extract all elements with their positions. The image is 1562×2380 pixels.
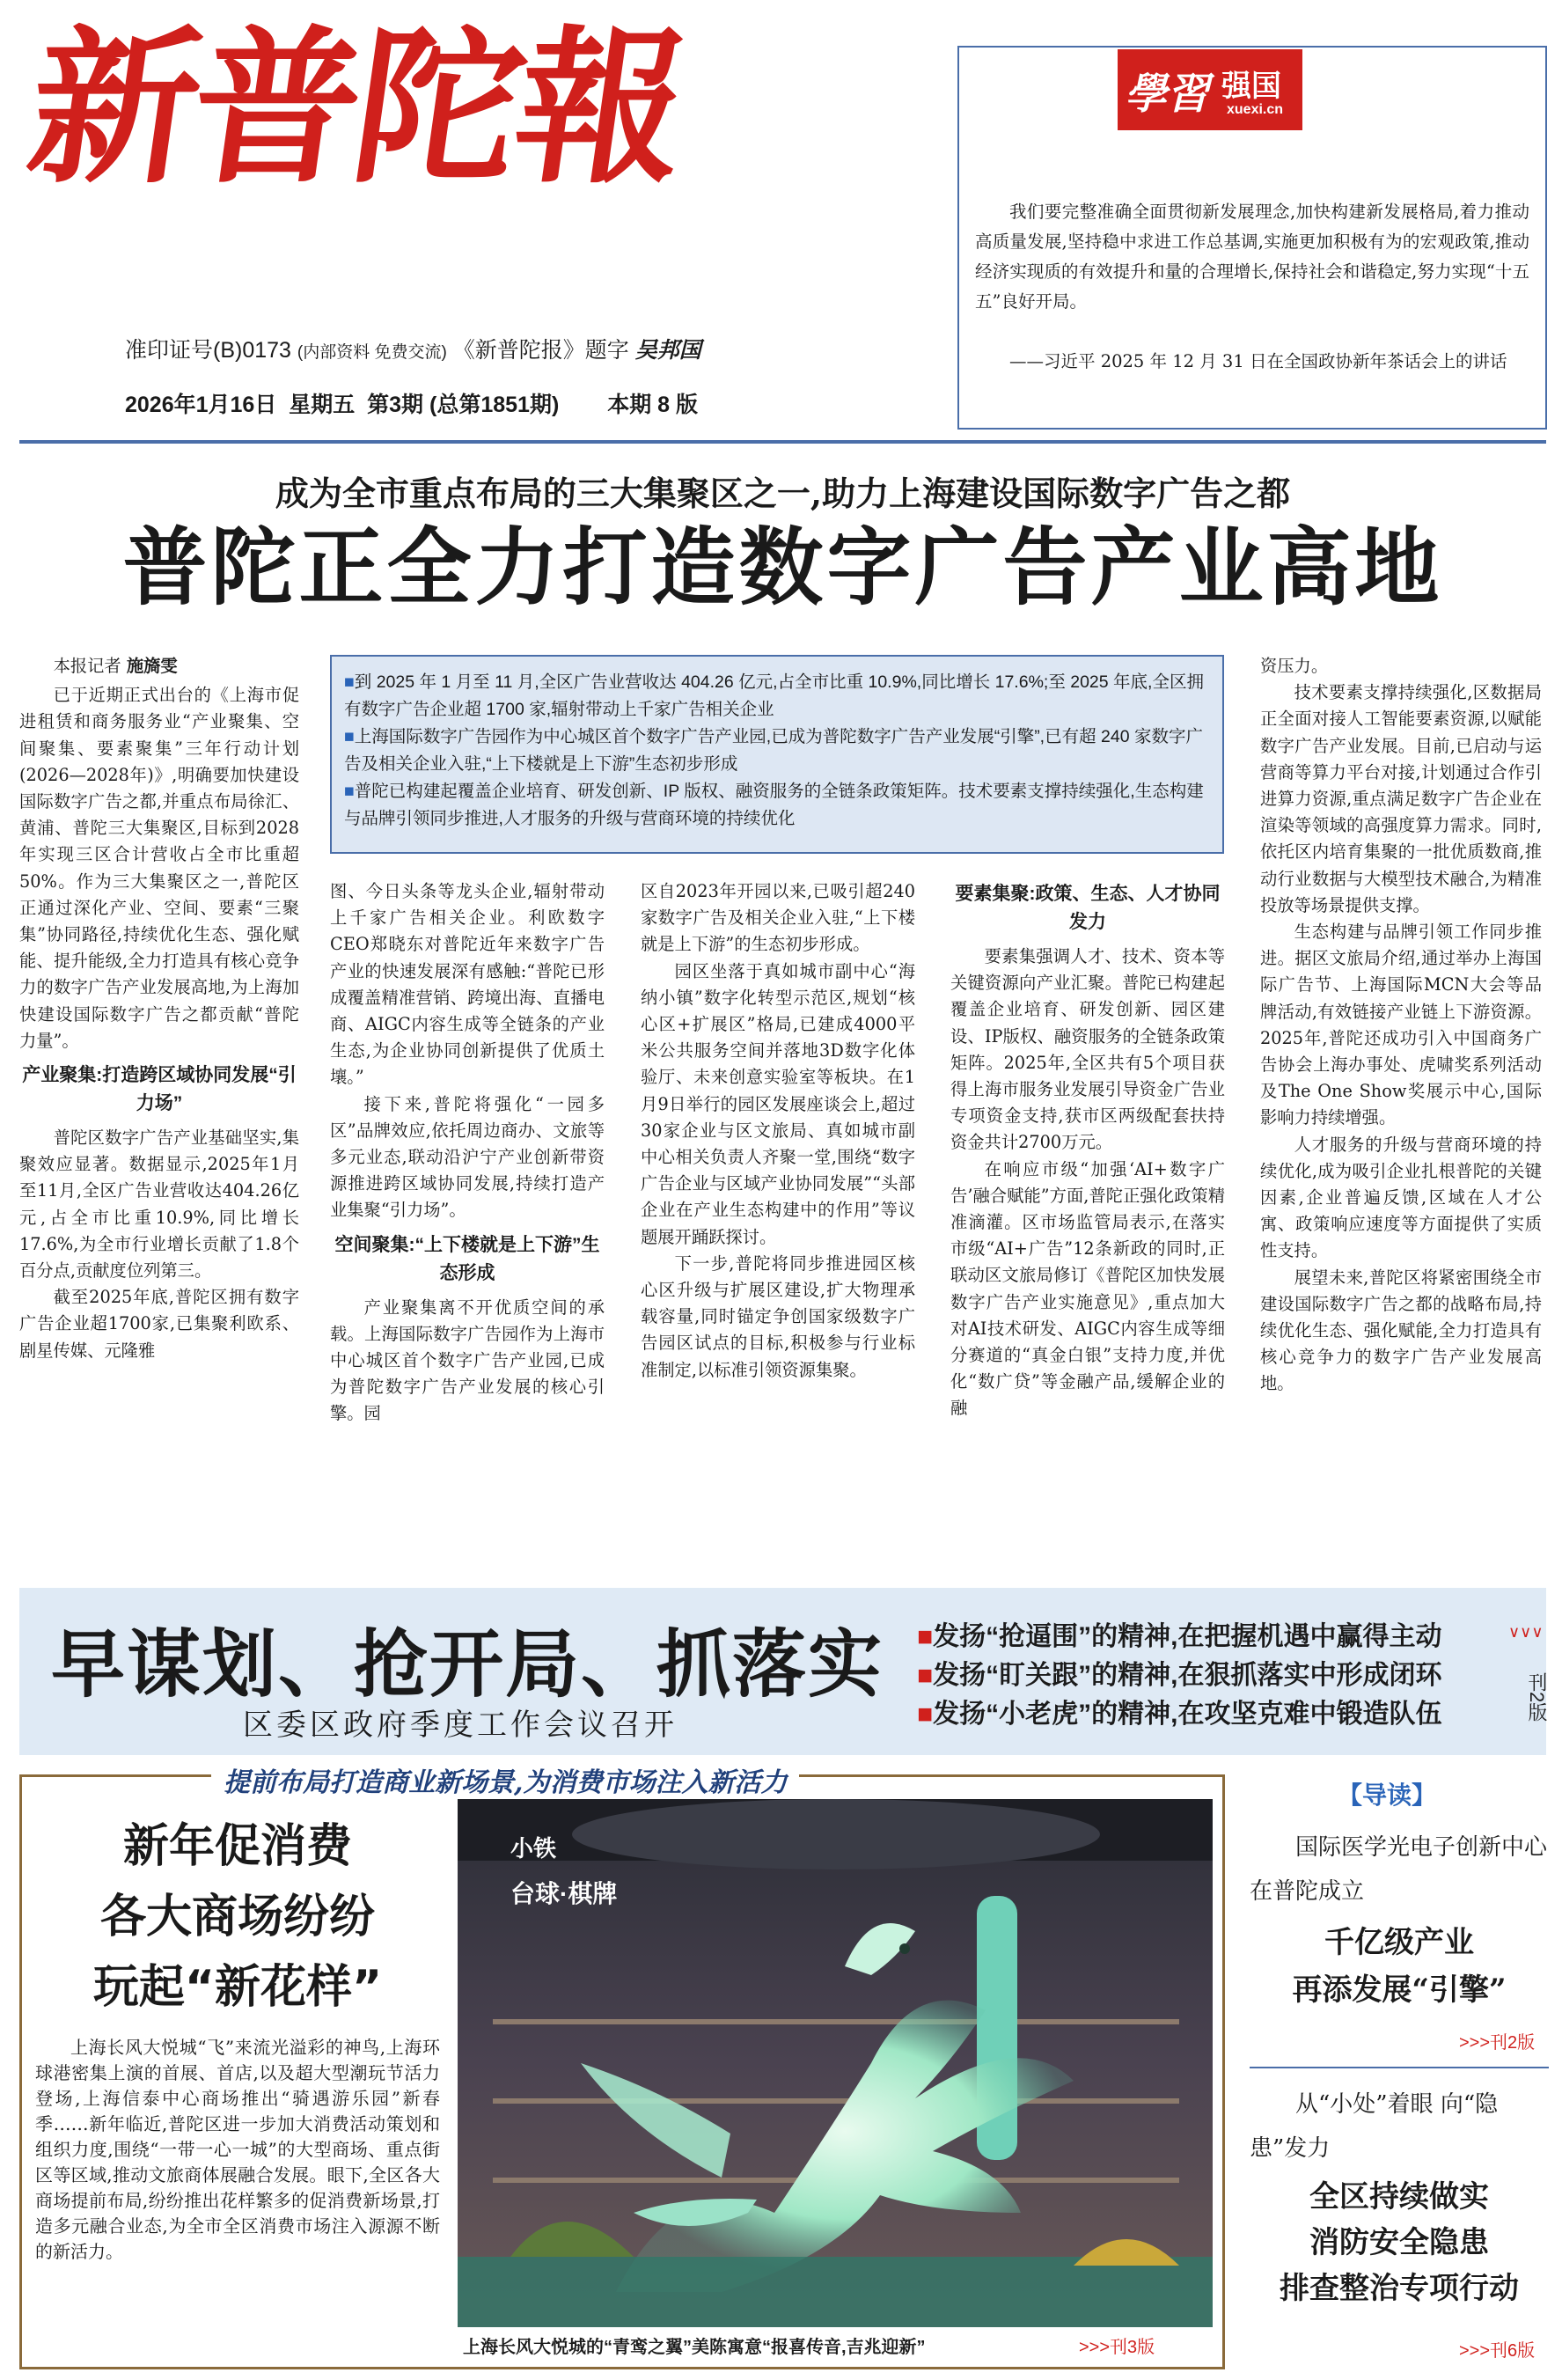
banner-subhead: 区委区政府季度工作会议召开	[243, 1708, 678, 1743]
inscription-signature: 吴邦国	[634, 337, 701, 363]
masthead	[18, 10, 947, 417]
section-subhead: 要素集聚:政策、生态、人才协同发力	[955, 884, 1221, 932]
feature-body: 上海长风大悦城“飞”来流光溢彩的神鸟,上海环球港密集上演的首展、首店,以及超大型潮玩节活力登场,上海信泰中心商场推出“骑遇游乐园”新春季……新年临近,普陀区进一步加大消费活动策划和组织力度,围绕“一带一心一城”的大型商场、重点街区等区域,推动文旅商体展融合发展。眼下,全区各大商场提前布局,纷纷推出花样繁多的促消费新场景,打造多元融合业态,为全市全区消费市场注入源源不断的新活力。	[35, 2037, 440, 2262]
square-bullet-icon: ■	[344, 672, 355, 692]
lead-paragraph: 资压力。	[1260, 656, 1329, 676]
lead-column-2	[330, 878, 605, 1428]
banner-point: ■发扬“小老虎”的精神,在攻坚克难中锻造队伍	[917, 1700, 1442, 1729]
square-bullet-icon: ■	[917, 1622, 934, 1651]
banner-headline: 早谋划、抢开局、抓落实	[51, 1621, 884, 1708]
feature-photo	[458, 1799, 1213, 2327]
xuexi-quote-box	[957, 46, 1547, 430]
feature-kicker: 提前布局打造商业新场景,为消费市场注入新活力	[211, 1760, 799, 1799]
lead-column-3	[641, 878, 915, 1384]
guide-item-kicker: 从“小处”着眼 向“隐患”发力	[1250, 2091, 1499, 2162]
photo-caption: 上海长风大悦城的“青鸾之翼”美陈寓意“报喜传音,吉兆迎新”	[463, 2338, 926, 2357]
section-subhead: 空间聚集:“上下楼就是上下游”生态形成	[334, 1234, 600, 1283]
lead-paragraph: 下一步,普陀将同步推进园区核心区升级与扩展区建设,扩大物理承载容量,同时锚定争创国家级数字广告园区试点的目标,积极参与行业标准制定,以标准引领资源集聚。	[641, 1252, 915, 1380]
lead-paragraph: 人才服务的升级与营商环境的持续优化,成为吸引企业扎根普陀的关键因素,企业普遍反馈,区域在人才公寓、政策响应速度等方面提供了实质性支持。	[1260, 1134, 1542, 1261]
guide-item-jump[interactable]: >>>刊6版	[1459, 2341, 1536, 2361]
lead-paragraph: 要素集强调人才、技术、资本等关键资源向产业汇聚。普陀已构建起覆盖企业培育、研发创新、园区建设、IP版权、融资服务的全链条政策矩阵。2025年,全区共有5个项目获得上海市服务业发展引导资金广告业专项资金支持,获市区两级配套扶持资金共计2700万元。	[950, 946, 1225, 1153]
lead-kicker: 成为全市重点布局的三大集聚区之一,助力上海建设国际数字广告之都	[275, 474, 1291, 513]
inscription-credit: 《新普陀报》题字	[452, 338, 629, 363]
lead-summary-box	[330, 655, 1224, 854]
byline-label: 本报记者	[53, 656, 121, 676]
lead-paragraph: 已于近期正式出台的《上海市促进租赁和商务服务业“产业聚集、空间聚集、要素聚集”三年行动计划(2026—2028年)》,明确要加快建设国际数字广告之都,并重点布局徐汇、黄浦、普陀三大集聚区,目标到2028年实现三区合计营收占全市比重超50%。作为三大集聚区之一,普陀区正通过深化产业、空间、要素“三聚集”协同路径,持续优化生态、强化赋能、提升能级,全力打造具有核心竞争力的数字广告产业发展高地,为上海加快建设国际数字广告之都贡献“普陀力量”。	[19, 685, 299, 1051]
lead-paragraph: 区自2023年开园以来,已吸引超240家数字广告及相关企业入驻,“上下楼就是上下游”的生态初步形成。	[641, 881, 915, 955]
masthead-divider	[19, 440, 1546, 444]
feature-page-jump[interactable]: >>>刊3版	[1079, 2338, 1155, 2357]
lead-paragraph: 产业聚集离不开优质空间的承载。上海国际数字广告园作为上海市中心城区首个数字广告产业园,已成为普陀数字广告产业发展的核心引擎。园	[330, 1297, 605, 1424]
square-bullet-icon: ■	[344, 782, 355, 801]
summary-item: ■普陀已构建起覆盖企业培育、研发创新、IP 版权、融资服务的全链条政策矩阵。技术要素支撑持续强化,生态构建与品牌引领同步推进,人才服务的升级与营商环境的持续优化	[344, 782, 1204, 828]
permit-note: (内部资料 免费交流)	[297, 343, 447, 362]
photo-sign-top: 小铁	[510, 1835, 557, 1862]
issue-number: 第3期 (总第1851期)	[367, 393, 560, 417]
lead-paragraph: 技术要素支撑持续强化,区数据局正全面对接人工智能要素资源,以赋能数字广告产业发展。目前,已启动与运营商等算力平台对接,计划通过合作引进算力资源,重点满足数字广告企业在渲染等领域的高强度算力需求。同时,依托区内培育集聚的一批优质数商,推动行业数据与大模型技术融合,为精准投放等场景提供支撑。	[1260, 682, 1542, 915]
section-subhead: 产业聚集:打造跨区域协同发展“引力场”	[22, 1065, 297, 1114]
lead-paragraph: 园区坐落于真如城市副中心“海纳小镇”数字化转型示范区,规划“核心区+扩展区”格局,已建成4000平米公共服务空间并落地3D数字化体验厅、未来创意实验室等板块。在1月9日举行的园区发展座谈会上,超过30家企业与区文旅局、真如城市副中心相关负责人齐聚一堂,围绕“数字广告企业与区域产业协同发展”“头部企业在产业生态构建中的作用”等议题展开踊跃探讨。	[641, 960, 915, 1247]
date-line	[125, 387, 698, 419]
guide-divider	[1250, 2067, 1549, 2068]
page-count: 本期 8 版	[607, 393, 699, 417]
permit-line	[125, 333, 701, 364]
newspaper-title: 新普陀報	[18, 10, 693, 206]
lead-column-5	[1260, 653, 1542, 1398]
banner-point: ■发扬“抢逼围”的精神,在把握机遇中赢得主动	[917, 1622, 1442, 1651]
square-bullet-icon: ■	[917, 1700, 934, 1729]
xuexi-logo	[1118, 49, 1302, 130]
lead-paragraph: 展望未来,普陀区将紧密围绕全市建设国际数字广告之都的战略布局,持续优化生态、强化赋能,全力打造具有核心竞争力的数字广告产业发展高地。	[1260, 1267, 1542, 1394]
lead-paragraph: 在响应市级“加强‘AI+数字广告’融合赋能”方面,普陀正强化政策精准滴灌。区市场监管局表示,在落实市级“AI+广告”12条新政的同时,正联动区文旅局修订《普陀区加快发展数字广告产业实施意见》,重点加大对AI技术研发、AIGC内容生成等细分赛道的“真金白银”支持力度,并优化“数广贷”等金融产品,缓解企业的融	[950, 1158, 1225, 1419]
quote-source: ——习近平 2025 年 12 月 31 日在全国政协新年茶话会上的讲话	[1009, 351, 1507, 371]
lead-column-4	[950, 880, 1225, 1422]
lead-paragraph: 截至2025年底,普陀区拥有数字广告企业超1700家,已集聚利欧系、剧星传媒、元隆雅	[19, 1287, 299, 1361]
xuexi-logo-script: 學習	[1125, 70, 1210, 119]
issue-date: 2026年1月16日	[125, 393, 277, 417]
banner-point: ■发扬“盯关跟”的精神,在狠抓落实中形成闭环	[917, 1661, 1442, 1690]
quote-text: 我们要完整准确全面贯彻新发展理念,加快构建新发展格局,着力推动高质量发展,坚持稳中求进工作总基调,实施更加积极有为的宏观政策,推动经济实现质的有效提升和量的合理增长,保持社会和谐稳定,努力实现“十五五”良好开局。	[975, 202, 1529, 312]
lead-column-1	[19, 653, 299, 1364]
feature-title: 新年促消费 各大商场纷纷 玩起“新花样”	[92, 1820, 383, 2014]
banner-page-jump[interactable]: 刊2版	[1526, 1672, 1548, 1723]
permit-number: 准印证号(B)0173	[125, 338, 291, 363]
xuexi-logo-text: 强国	[1221, 70, 1281, 103]
byline-name: 施旖雯	[126, 657, 178, 676]
guide-item-title: 千亿级产业 再添发展“引擎”	[1292, 1925, 1507, 2008]
banner-points	[917, 1618, 1441, 1734]
summary-item: ■上海国际数字广告园作为中心城区首个数字广告产业园,已成为普陀数字广告产业发展“引擎”,已有超 240 家数字广告及相关企业入驻,“上下楼就是上下游”生态初步形成	[344, 727, 1203, 774]
xuexi-url: xuexi.cn	[1227, 102, 1284, 117]
guide-label: 【导读】	[1338, 1781, 1437, 1809]
guide-item-kicker: 国际医学光电子创新中心在普陀成立	[1250, 1834, 1548, 1905]
chevron-down-icon: ∨∨∨	[1508, 1623, 1544, 1641]
square-bullet-icon: ■	[917, 1661, 934, 1690]
summary-item: ■到 2025 年 1 月至 11 月,全区广告业营收达 404.26 亿元,占全市比重 10.9%,同比增长 17.6%;至 2025 年底,全区拥有数字广告企业超 1700 家,辐射带动上千家广告相关企业	[344, 672, 1204, 719]
lead-headline: 普陀正全力打造数字广告产业高地	[122, 518, 1443, 617]
lead-paragraph: 接下来,普陀将强化“一园多区”品牌效应,依托周边商办、文旅等多元业态,联动沿沪宁产业创新带资源推进跨区域协同发展,持续打造产业集聚“引力场”。	[330, 1093, 605, 1221]
lead-paragraph: 图、今日头条等龙头企业,辐射带动上千家广告相关企业。利欧数字CEO郑晓东对普陀近年来数字广告产业的快速发展深有感触:“普陀已形成覆盖精准营销、跨境出海、直播电商、AIGC内容生成等全链条的产业生态,为企业协同创新提供了优质土壤。”	[330, 881, 605, 1088]
guide-item-jump[interactable]: >>>刊2版	[1459, 2033, 1536, 2053]
guide-item-title: 全区持续做实 消防安全隐患 排查整治专项行动	[1280, 2179, 1519, 2306]
photo-sign-bottom: 台球·棋牌	[510, 1880, 618, 1907]
lead-paragraph: 生态构建与品牌引领工作同步推进。据区文旅局介绍,通过举办上海国际广告节、上海国际MCN大会等品牌活动,有效链接产业链上下游资源。2025年,普陀还成功引入中国商务广告协会上海办事处、虎啸奖系列活动及The One Show奖展示中心,国际影响力持续增强。	[1260, 922, 1542, 1128]
meeting-banner	[19, 1588, 1546, 1755]
square-bullet-icon: ■	[344, 727, 355, 746]
issue-weekday: 星期五	[289, 393, 356, 417]
lead-paragraph: 普陀区数字广告产业基础坚实,集聚效应显著。数据显示,2025年1月至11月,全区广告业营收达404.26亿元,占全市比重10.9%,同比增长17.6%,为全市行业增长贡献了1.8个百分点,贡献度位列第三。	[19, 1128, 299, 1282]
